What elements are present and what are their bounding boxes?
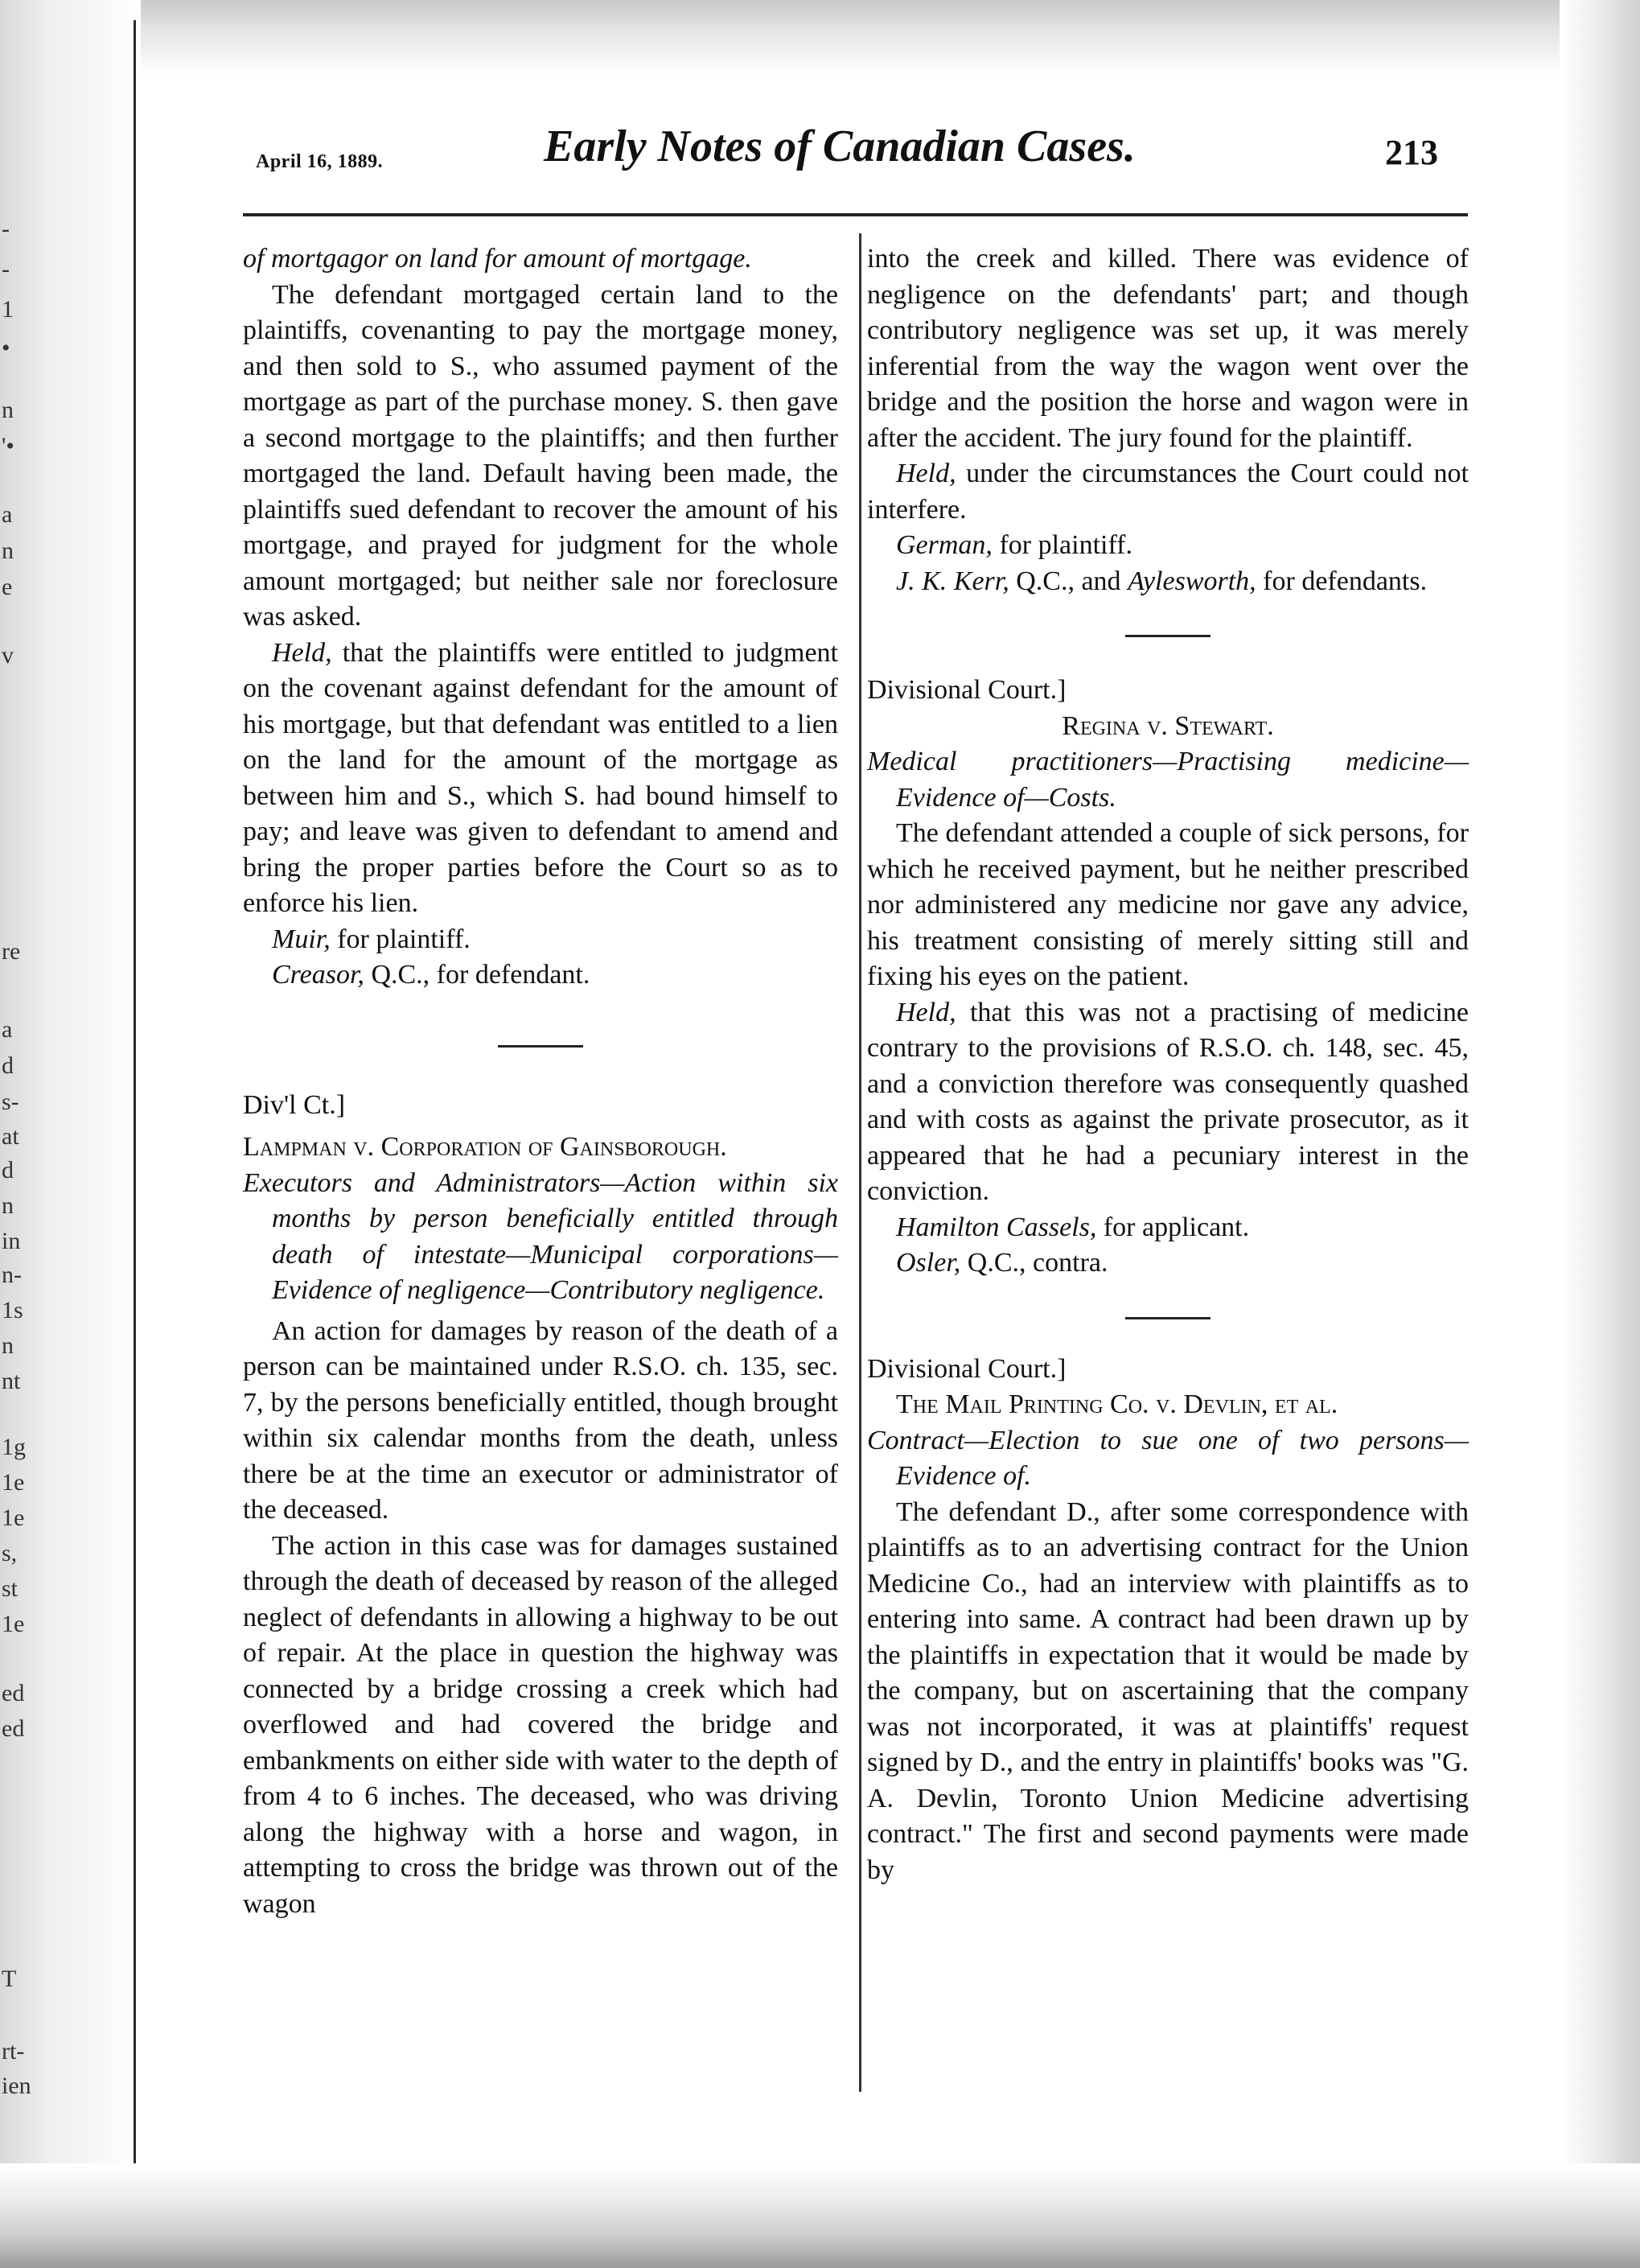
margin-fragment: d xyxy=(2,1052,14,1079)
margin-fragment: T xyxy=(2,1965,17,1992)
case-subject: Medical practitioners—Practising medicine—Evidence of—Costs. xyxy=(867,747,1469,813)
margin-fragment: 1e xyxy=(2,1611,25,1637)
counsel-name: German, xyxy=(896,530,993,560)
counsel-name: Hamilton Cassels, xyxy=(896,1212,1097,1242)
right-column xyxy=(867,241,1469,1888)
margin-fragment: 1s xyxy=(2,1297,23,1323)
counsel-role: for plaintiff. xyxy=(999,530,1132,560)
case-title: Regina v. Stewart. xyxy=(1062,710,1274,741)
margin-fragment: 1 xyxy=(2,296,14,323)
counsel-role: Q.C., contra. xyxy=(967,1248,1108,1278)
case-facts: The defendant D., after some correspondence with plaintiffs as to an advertising contract for the Union Medicine Co., had an interview with plaintiffs as to entering into same. A contract had been drawn up by the plaintiffs in expectation that it would be made by the company, but on ascertaining that the company was not incorporated, it was at plaintiffs' request signed by D., and the entry in plaintiffs' books was "G. A. Devlin, Toronto Union Medicine advertising contract." The first and second payments were made by xyxy=(867,1496,1469,1885)
binding-gutter-line xyxy=(134,20,136,2241)
held-text: under the circumstances the Court could not interfere. xyxy=(867,459,1469,525)
court-label: Divisional Court.] xyxy=(867,1353,1067,1384)
margin-fragment: v xyxy=(2,642,14,669)
margin-fragment: at xyxy=(2,1123,19,1150)
held-label: Held, xyxy=(896,459,956,488)
case-holding xyxy=(867,456,1469,528)
margin-fragment: ed xyxy=(2,1715,25,1742)
margin-fragment: '• xyxy=(2,433,14,459)
margin-fragment: e xyxy=(2,574,13,600)
margin-fragment: in xyxy=(2,1228,21,1254)
counsel-role: for defendants. xyxy=(1263,566,1428,596)
column-divider xyxy=(859,233,861,2092)
case-holding xyxy=(867,995,1469,1210)
margin-fragment: rt- xyxy=(2,2038,25,2064)
counsel-name: Creasor, xyxy=(272,960,364,990)
margin-fragment: s- xyxy=(2,1089,19,1115)
case-facts: into the creek and killed. There was evidence of negligence on the defendants' part; and though contributory negligence was set up, it was merely inferential from the way the wagon went over the bridge and the position the horse and wagon were in after the accident. The jury found for the plaintiff. xyxy=(867,244,1469,453)
counsel-name: Muir, xyxy=(272,924,331,954)
counsel-role: for applicant. xyxy=(1103,1212,1250,1242)
margin-fragment: st xyxy=(2,1575,18,1602)
issue-date: April 16, 1889. xyxy=(256,151,384,172)
counsel-role: Q.C., and xyxy=(1016,566,1121,596)
margin-fragment: ed xyxy=(2,1680,25,1706)
case-facts: The action in this case was for damages sustained through the death of deceased by reason of the alleged neglect of defendants in allowing a highway to be out of repair. At the place in question the highway was connected by a bridge crossing a creek which had overflowed and had covered the bridge and embankments on either side with water to the depth of from 4 to 6 inches. The deceased, who was driving along the highway with a horse and wagon, in attempting to cross the bridge was thrown out of the wagon xyxy=(243,1530,838,1919)
scan-bottom-edge xyxy=(0,2163,1640,2268)
counsel-role: for plaintiff. xyxy=(337,924,471,954)
scan-right-edge xyxy=(1560,0,1640,2268)
margin-fragment: a xyxy=(2,1016,13,1043)
case-subject: Executors and Administrators—Action within six months by person beneficially entitled through death of intestate—Municipal corporations—Evidence of negligence—Contributory negligence. xyxy=(243,1167,838,1305)
case-facts: The defendant mortgaged certain land to the plaintiffs, covenanting to pay the mortgage money, and then sold to S., who assumed payment of the mortgage as part of the purchase money. S. then gave a second mortgage to the plaintiffs; and then further mortgaged the land. Default having been made, the plaintiffs sued defendant to recover the amount of his mortgage, and prayed for judgment for the whole amount mortgaged; but neither sale nor foreclosure was asked. xyxy=(243,279,838,632)
header-rule xyxy=(243,213,1468,216)
court-label: Divisional Court.] xyxy=(867,675,1067,705)
scan-top-edge xyxy=(0,0,1640,76)
margin-fragment: a xyxy=(2,501,13,528)
running-header xyxy=(256,121,1462,185)
case-title: The Mail Printing Co. v. Devlin, et al. xyxy=(896,1389,1338,1419)
page-number: 213 xyxy=(1385,133,1438,172)
counsel-name: Aylesworth, xyxy=(1128,566,1256,596)
court-label: Div'l Ct.] xyxy=(243,1089,346,1120)
margin-fragment: 1g xyxy=(2,1434,26,1460)
margin-fragment: nt xyxy=(2,1368,21,1394)
margin-fragment: n- xyxy=(2,1262,22,1288)
counsel-line xyxy=(867,1245,1469,1282)
journal-title: Early Notes of Canadian Cases. xyxy=(544,121,1136,171)
margin-fragment: n xyxy=(2,537,14,564)
margin-fragment: ien xyxy=(2,2072,31,2099)
held-text: that the plaintiffs were entitled to judgment on the covenant against defendant for the amount of his mortgage, but that defendant was entitled to a lien on the land for the amount of the mortgage as between him and S., which S. had bound himself to pay; and leave was given to defendant to amend and bring the proper parties before the Court so as to enforce his lien. xyxy=(243,637,839,918)
held-label: Held, xyxy=(272,637,332,668)
counsel-line xyxy=(867,528,1469,564)
margin-fragment: s, xyxy=(2,1540,18,1566)
margin-fragment: - xyxy=(2,256,10,282)
margin-fragment: n xyxy=(2,1192,14,1219)
margin-fragment: d xyxy=(2,1157,14,1183)
margin-fragment: • xyxy=(2,335,10,361)
case-facts: An action for damages by reason of the death of a person can be maintained under R.S.O. ch. 135, sec. 7, by the persons beneficially entitled, though brought within six calendar months from the death, unless there be at the time an executor or administrator of the deceased. xyxy=(243,1315,838,1525)
counsel-role: Q.C., for defendant. xyxy=(371,960,590,990)
counsel-line xyxy=(243,922,838,958)
counsel-line xyxy=(867,1210,1469,1246)
case-title: Lampman v. Corporation of Gainsborough. xyxy=(243,1132,727,1162)
counsel-name: Osler, xyxy=(896,1248,961,1278)
held-text: that this was not a practising of medicine contrary to the provisions of R.S.O. ch. 148, sec. 45, and a conviction therefore was consequently quashed and with costs as against the private prosecutor, as it appeared that he had a pecuniary interest in the conviction. xyxy=(867,997,1469,1206)
counsel-name: J. K. Kerr, xyxy=(896,566,1009,596)
counsel-line xyxy=(867,564,1469,600)
case-holding xyxy=(243,636,838,922)
margin-fragment: - xyxy=(2,216,10,242)
margin-fragment: 1e xyxy=(2,1504,25,1531)
margin-fragment: 1e xyxy=(2,1469,25,1496)
case-facts: The defendant attended a couple of sick persons, for which he received payment, but he neither prescribed nor administered any medicine nor gave any advice, his treatment consisting of merely sitting still and fixing his eyes on the patient. xyxy=(867,818,1469,991)
margin-fragment: n xyxy=(2,397,14,423)
counsel-line xyxy=(243,957,838,994)
margin-fragment: re xyxy=(2,938,21,965)
margin-fragment: n xyxy=(2,1332,14,1359)
left-column xyxy=(243,241,838,1922)
held-label: Held, xyxy=(896,997,956,1027)
case-subject: Contract—Election to sue one of two persons—Evidence of. xyxy=(867,1425,1469,1491)
case-subject: of mortgagor on land for amount of mortgage. xyxy=(243,244,752,274)
